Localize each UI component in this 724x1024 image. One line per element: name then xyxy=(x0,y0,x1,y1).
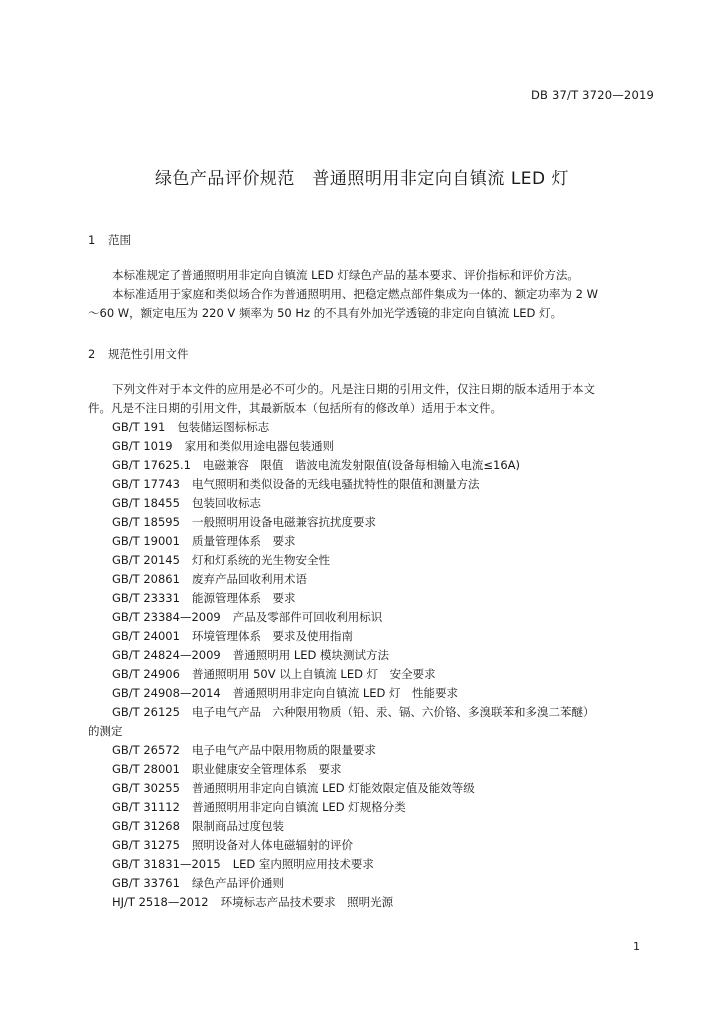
reference-title: 电磁兼容 限值 谐波电流发射限值(设备每相输入电流≤16A) xyxy=(202,458,521,472)
reference-item-continuation xyxy=(88,722,658,741)
reference-code: GB/T 17743 xyxy=(112,477,180,491)
section-2-intro xyxy=(88,380,658,418)
section-2-heading xyxy=(88,346,189,362)
reference-title: 电子电气产品 六种限用物质（铅、汞、镉、六价铬、多溴联苯和多溴二苯醚） xyxy=(191,705,595,719)
reference-title: 环境管理体系 要求及使用指南 xyxy=(191,629,353,643)
reference-item xyxy=(88,494,658,513)
reference-item xyxy=(88,475,658,494)
reference-title: 普通照明用非定向自镇流 LED 灯 性能要求 xyxy=(232,686,459,700)
reference-title: 普通照明用 LED 模块测试方法 xyxy=(232,648,390,662)
reference-item xyxy=(88,779,658,798)
reference-code: GB/T 17625.1 xyxy=(112,458,191,472)
reference-item xyxy=(88,513,658,532)
reference-title: 普通照明用非定向自镇流 LED 灯能效限定值及能效等级 xyxy=(191,781,475,795)
section-2-number: 2 xyxy=(88,347,96,361)
reference-item xyxy=(88,874,658,893)
reference-item xyxy=(88,437,658,456)
reference-title: 普通照明用非定向自镇流 LED 灯规格分类 xyxy=(191,800,406,814)
reference-code: GB/T 26125 xyxy=(112,705,180,719)
normative-references-list xyxy=(88,418,658,912)
reference-code: GB/T 24906 xyxy=(112,667,180,681)
reference-item xyxy=(88,532,658,551)
references-intro-line-2: 件。凡是不注日期的引用文件，其最新版本（包括所有的修改单）适用于本文件。 xyxy=(88,401,502,415)
reference-title: 照明设备对人体电磁辐射的评价 xyxy=(191,838,353,852)
reference-item xyxy=(88,817,658,836)
section-2-title: 规范性引用文件 xyxy=(108,347,189,361)
reference-title: 包装回收标志 xyxy=(191,496,261,510)
reference-item xyxy=(88,418,658,437)
reference-code: HJ/T 2518—2012 xyxy=(112,895,209,909)
page-number: 1 xyxy=(633,940,640,953)
reference-code: GB/T 18455 xyxy=(112,496,180,510)
reference-title: 包装储运图标标志 xyxy=(177,420,270,434)
reference-code: GB/T 191 xyxy=(112,420,166,434)
reference-item xyxy=(88,665,658,684)
reference-item xyxy=(88,741,658,760)
reference-title: 限制商品过度包装 xyxy=(191,819,284,833)
reference-item xyxy=(88,551,658,570)
reference-title: 普通照明用 50V 以上自镇流 LED 灯 安全要求 xyxy=(191,667,436,681)
reference-title: 电气照明和类似设备的无线电骚扰特性的限值和测量方法 xyxy=(191,477,480,491)
reference-title: 绿色产品评价通则 xyxy=(191,876,284,890)
reference-code: GB/T 24001 xyxy=(112,629,180,643)
reference-title: 家用和类似用途电器包装通则 xyxy=(184,439,335,453)
reference-item-wrapped xyxy=(88,703,658,722)
reference-code: GB/T 28001 xyxy=(112,762,180,776)
reference-title: 能源管理体系 要求 xyxy=(191,591,296,605)
reference-code: GB/T 31268 xyxy=(112,819,180,833)
reference-code: GB/T 31112 xyxy=(112,800,180,814)
reference-item xyxy=(88,855,658,874)
reference-code: GB/T 31275 xyxy=(112,838,180,852)
reference-item xyxy=(88,684,658,703)
reference-code: GB/T 20861 xyxy=(112,572,180,586)
reference-item xyxy=(88,798,658,817)
reference-title: 一般照明用设备电磁兼容抗扰度要求 xyxy=(191,515,376,529)
section-1-body xyxy=(88,266,658,323)
reference-code: GB/T 26572 xyxy=(112,743,180,757)
reference-item xyxy=(88,646,658,665)
reference-item xyxy=(88,836,658,855)
reference-code: GB/T 20145 xyxy=(112,553,180,567)
reference-title-continuation: 的测定 xyxy=(88,724,123,738)
scope-paragraph-1: 本标准规定了普通照明用非定向自镇流 LED 灯绿色产品的基本要求、评价指标和评价方法。 xyxy=(112,268,579,282)
section-1-number: 1 xyxy=(88,233,96,247)
references-intro-line-1: 下列文件对于本文件的应用是必不可少的。凡是注日期的引用文件，仅注日期的版本适用于本文 xyxy=(112,382,595,396)
reference-title: 职业健康安全管理体系 要求 xyxy=(191,762,342,776)
reference-item xyxy=(88,627,658,646)
reference-code: GB/T 23384—2009 xyxy=(112,610,221,624)
document-title: 绿色产品评价规范 普通照明用非定向自镇流 LED 灯 xyxy=(154,169,570,189)
reference-code: GB/T 30255 xyxy=(112,781,180,795)
reference-code: GB/T 33761 xyxy=(112,876,180,890)
reference-title: 电子电气产品中限用物质的限量要求 xyxy=(191,743,376,757)
reference-code: GB/T 23331 xyxy=(112,591,180,605)
section-1-heading xyxy=(88,232,131,248)
reference-code: GB/T 19001 xyxy=(112,534,180,548)
reference-title: 质量管理体系 要求 xyxy=(191,534,296,548)
standard-code: DB 37/T 3720—2019 xyxy=(530,88,654,102)
scope-paragraph-2-line-1: 本标准适用于家庭和类似场合作为普通照明用、把稳定燃点部件集成为一体的、额定功率为 2 W xyxy=(112,287,598,301)
reference-code: GB/T 1019 xyxy=(112,439,173,453)
reference-title: 废弃产品回收利用术语 xyxy=(191,572,307,586)
section-1-title: 范围 xyxy=(108,233,131,247)
reference-item xyxy=(88,760,658,779)
reference-item xyxy=(88,456,658,475)
reference-item xyxy=(88,608,658,627)
reference-code: GB/T 31831—2015 xyxy=(112,857,221,871)
reference-code: GB/T 24824—2009 xyxy=(112,648,221,662)
reference-item xyxy=(88,589,658,608)
reference-item xyxy=(88,570,658,589)
reference-title: 产品及零部件可回收利用标识 xyxy=(232,610,383,624)
reference-code: GB/T 24908—2014 xyxy=(112,686,221,700)
reference-item xyxy=(88,893,658,912)
scope-paragraph-2-line-2: ～60 W，额定电压为 220 V 频率为 50 Hz 的不具有外加光学透镜的非定向自镇流 LED 灯。 xyxy=(88,306,563,320)
reference-title: 环境标志产品技术要求 照明光源 xyxy=(220,895,394,909)
reference-title: 灯和灯系统的光生物安全性 xyxy=(191,553,330,567)
reference-title: LED 室内照明应用技术要求 xyxy=(232,857,374,871)
reference-code: GB/T 18595 xyxy=(112,515,180,529)
